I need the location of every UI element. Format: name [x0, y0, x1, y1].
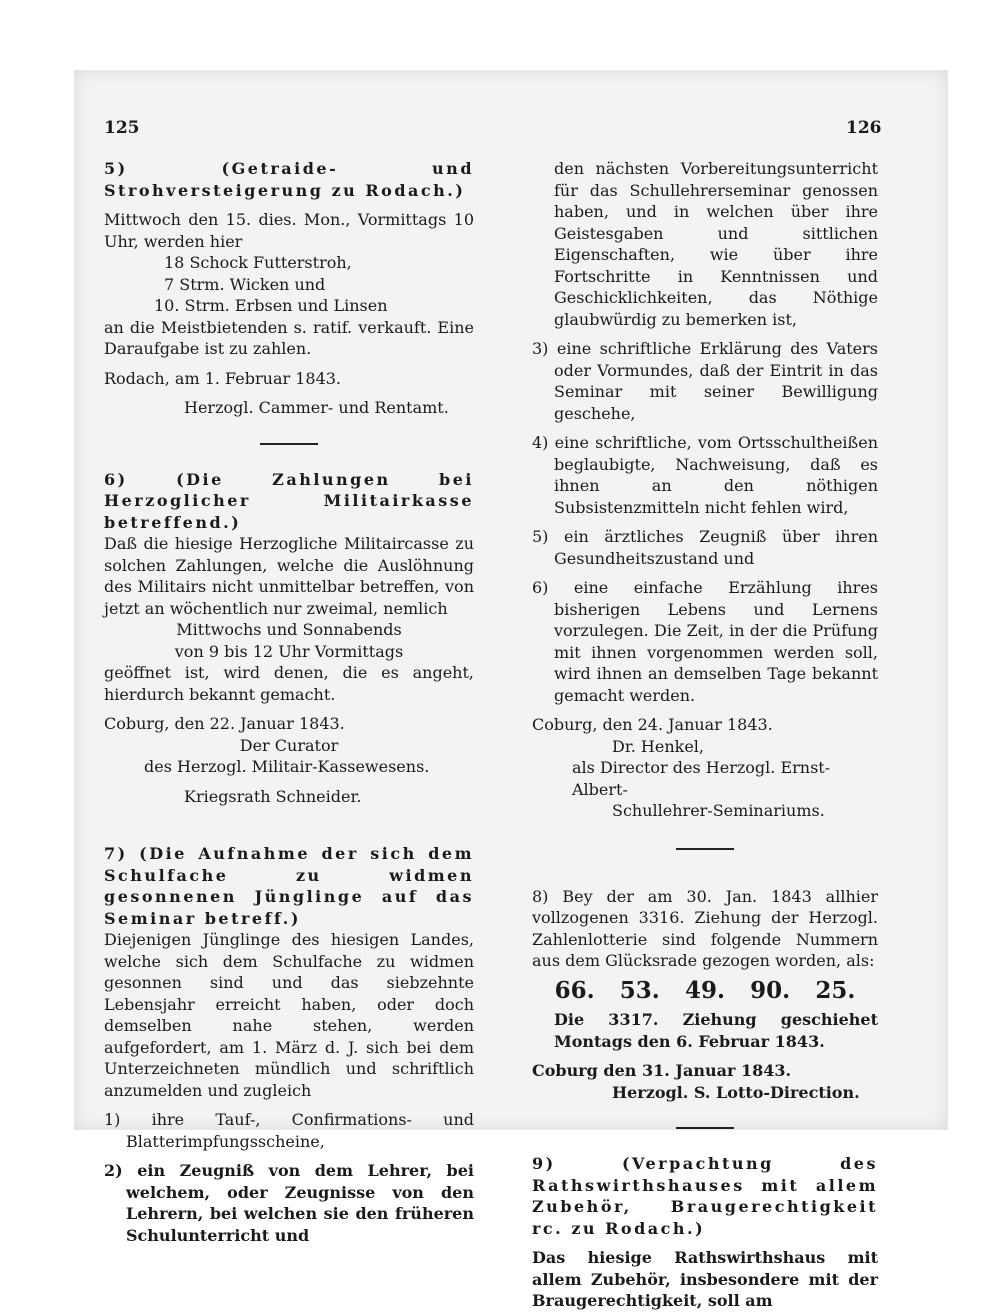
notice-7-item-6: 6) eine einfache Erzählung ihres bisherigen Lebens und Lernens vorzulegen. Die Zeit, in der die Prüfung mit ihnen vorgenommen werden soll, wird ihnen an demselben Tage bekannt gemacht werden. — [532, 578, 878, 705]
notice-7-item-3: 3) eine schriftliche Erklärung des Vaters oder Vormundes, daß der Eintrit in das Seminar mit seiner Bewilligung geschehe, — [532, 339, 878, 423]
lottery-number: 53. — [619, 976, 660, 1004]
notice-9-heading: 9) (Verpachtung des Rathswirthshauses mit allem Zubehör, Braugerechtigkeit rc. zu Rodach.) — [532, 1154, 878, 1238]
notice-7-continued-text: den nächsten Vorbereitungsunterricht für das Schullehrerseminar genossen haben, und in welchen über ihre Geistesgaben und sittlichen Eigenschaften, wie über ihre Fortschritte in Kenntnissen und Geschicklichkeiten, das Nöthige glaubwürdig zu bemerken ist, — [554, 159, 878, 329]
notice-8-date: Coburg den 31. Januar 1843. — [532, 1061, 792, 1080]
notice-7-item-5: 5) ein ärztliches Zeugniß über ihren Gesundheitszustand und — [532, 527, 878, 568]
notice-5-date: Rodach, am 1. Februar 1843. — [104, 368, 342, 388]
notice-7-date: Coburg, den 24. Januar 1843. — [532, 715, 773, 734]
notice-7-item-4: 4) eine schriftliche, vom Ortsschultheißen beglaubigte, Nachweisung, daß es ihnen an den nöthigen Subsistenzmitteln nicht fehlen wird, — [532, 433, 878, 517]
notice-5-item: 10. Strm. Erbsen und Linsen — [154, 296, 388, 315]
notice-8-text: 8) Bey der am 30. Jan. 1843 allhier vollzogenen 3316. Ziehung der Herzogl. Zahlenlotterie sind folgende Nummern aus dem Glücksrade gezogen worden, als: — [532, 886, 878, 970]
notice-6-signature: Kriegsrath Schneider. — [184, 786, 362, 806]
notice-7-sign2: als Director des Herzogl. Ernst-Albert- — [572, 758, 831, 799]
notice-7-sign1: Dr. Henkel, — [612, 736, 704, 756]
lottery-number: 25. — [815, 976, 856, 1004]
lottery-number: 90. — [750, 976, 791, 1004]
notice-5-signature: Herzogl. Cammer- und Rentamt. — [184, 398, 449, 417]
section-divider — [676, 1127, 734, 1129]
lottery-numbers — [542, 976, 868, 1004]
lottery-number: 49. — [684, 976, 725, 1004]
notice-7-text: Diejenigen Jünglinge des hiesigen Landes, welche sich dem Schulfache zu widmen gesonnen sind und das siebzehnte Lebensjahr erreicht haben, oder doch demselben nahe stehen, werden aufgefordert, am 1. März d. J. sich bei dem Unterzeichneten mündlich und schriftlich anzumelden und zugleich — [104, 930, 474, 1100]
page-number-right: 126 — [846, 118, 882, 138]
notice-6-hours: von 9 bis 12 Uhr Vormittags — [174, 641, 404, 661]
notice-7-sign3: Schullehrer-Seminariums. — [612, 801, 825, 820]
right-column — [532, 108, 878, 1312]
left-column — [104, 108, 474, 1246]
page-number-left: 125 — [104, 118, 140, 138]
notice-7-item-1: 1) ihre Tauf-, Confirmations- und Blatterimpfungsscheine, — [104, 1110, 474, 1151]
notice-7-heading: 7) (Die Aufnahme der sich dem Schulfache zu widmen gesonnenen Jünglinge auf das Seminar betreff.) — [104, 844, 474, 928]
section-divider — [676, 848, 734, 850]
notice-5-heading: 5) (Getraide- und Strohversteigerung zu Rodach.) — [104, 159, 474, 200]
lottery-number: 66. — [554, 976, 595, 1004]
notice-5-item: 18 Schock Futterstroh, — [164, 253, 352, 272]
notice-6-date: Coburg, den 22. Januar 1843. — [104, 714, 345, 733]
notice-6-heading: 6) (Die Zahlungen bei Herzoglicher Militairkasse betreffend.) — [104, 469, 474, 532]
notice-6-text2: geöffnet ist, wird denen, die es angeht, hierdurch bekannt gemacht. — [104, 663, 474, 704]
notice-6-days: Mittwochs und Sonnabends — [176, 620, 402, 639]
notice-8-signature: Herzogl. S. Lotto-Direction. — [612, 1082, 860, 1102]
section-divider — [260, 443, 318, 445]
notice-6-text: Daß die hiesige Herzogliche Militaircasse zu solchen Zahlungen, welche die Auslöhnung des Militairs nicht unmittelbar betreffen, von jetzt an wöchentlich nur zweimal, nemlich — [104, 534, 474, 618]
notice-5-text: Mittwoch den 15. dies. Mon., Vormittags 10 Uhr, werden hier — [104, 210, 474, 251]
notice-8-text2: Die 3317. Ziehung geschiehet Montags den 6. Februar 1843. — [554, 1010, 878, 1051]
notice-5-text2: an die Meistbietenden s. ratif. verkauft. Eine Daraufgabe ist zu zahlen. — [104, 317, 474, 358]
notice-5-item: 7 Strm. Wicken und — [164, 274, 326, 294]
notice-6-sign1: Der Curator — [239, 735, 339, 755]
notice-7-item-2: 2) ein Zeugniß von dem Lehrer, bei welchem, oder Zeugnisse von den Lehrern, bei welchen sie den früheren Schulunterricht und — [104, 1161, 474, 1245]
notice-6-sign2: des Herzogl. Militair-Kassewesens. — [144, 757, 430, 776]
notice-9-text: Das hiesige Rathswirthshaus mit allem Zubehör, insbesondere mit der Braugerechtigkeit, soll am — [532, 1248, 878, 1310]
